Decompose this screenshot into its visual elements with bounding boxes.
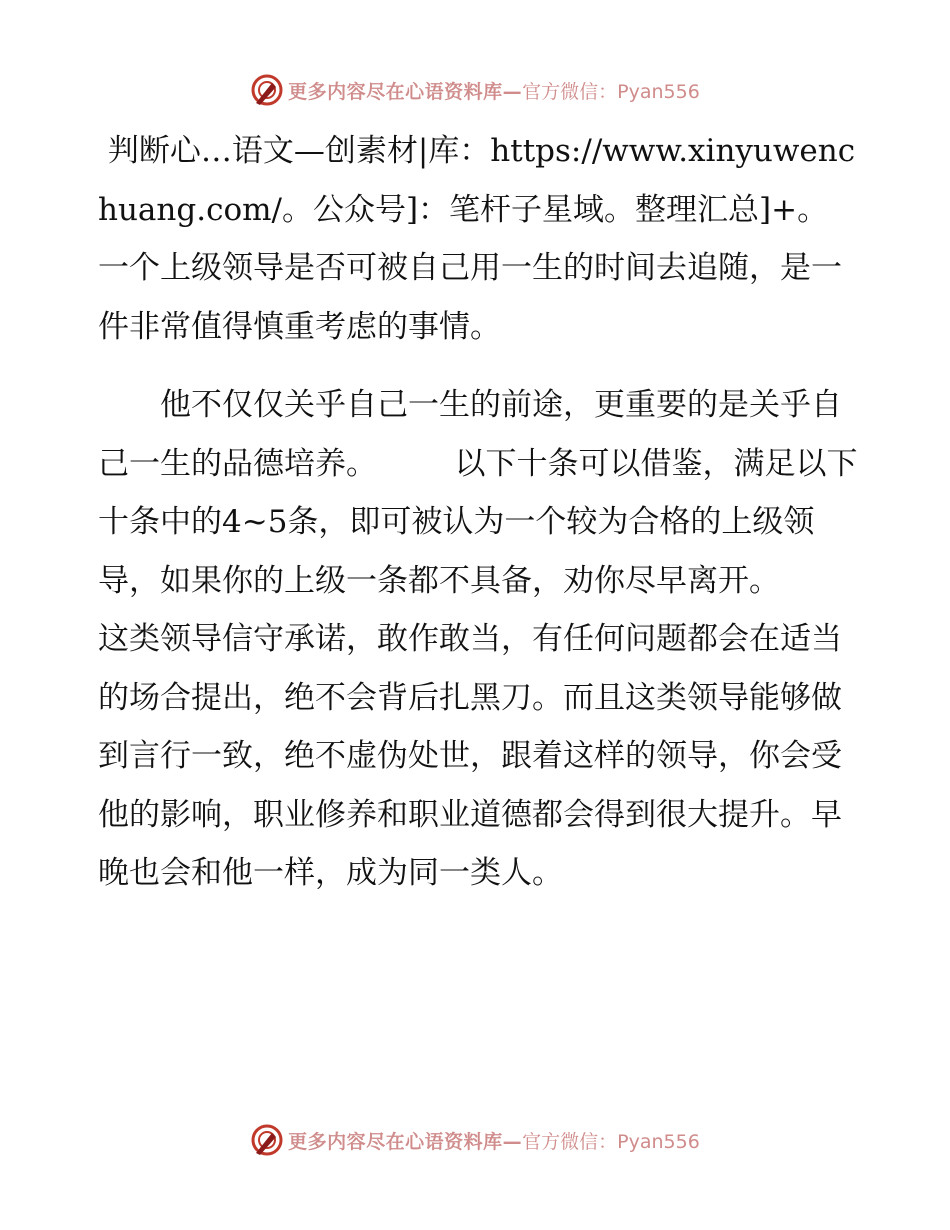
paragraph-2: 他不仅仅关乎自己一生的前途，更重要的是关乎自己一生的品德培养。 以下十条可以借鉴，满足以下十条中的4~5条，即可被认为一个较为合格的上级领导，如果你的上级一条都不具备，劝你尽早离开。 这类领导信守承诺，敢作敢当，有任何问题都会在适当的场合提出，绝不会背后扎黑刀。而且这类领导能够做到言行一致，绝不虚伪处世，跟着这样的领导，你会受他的影响，职业修养和职业道德都会得到很大提升。早晚也会和他一样，成为同一类人。 [98, 387, 858, 891]
document-body [98, 122, 858, 903]
footer-banner [0, 1120, 950, 1160]
pen-logo-icon [250, 73, 284, 107]
banner-text: 更多内容尽在心语资料库— [288, 1130, 523, 1153]
pen-logo-icon [250, 1123, 284, 1157]
header-banner [0, 70, 950, 110]
paragraph-1: 判断心…语文—创素材|库：https://www.xinyuwenchuang.com/。公众号]：笔杆子星域。整理汇总]+。一个上级领导是否可被自己用一生的时间去追随，是一件非常值得慎重考虑的事情。 [98, 133, 856, 345]
banner-contact: 官方微信：Pyan556 [522, 80, 700, 103]
banner-contact: 官方微信：Pyan556 [522, 1130, 700, 1153]
banner-text: 更多内容尽在心语资料库— [288, 80, 523, 103]
